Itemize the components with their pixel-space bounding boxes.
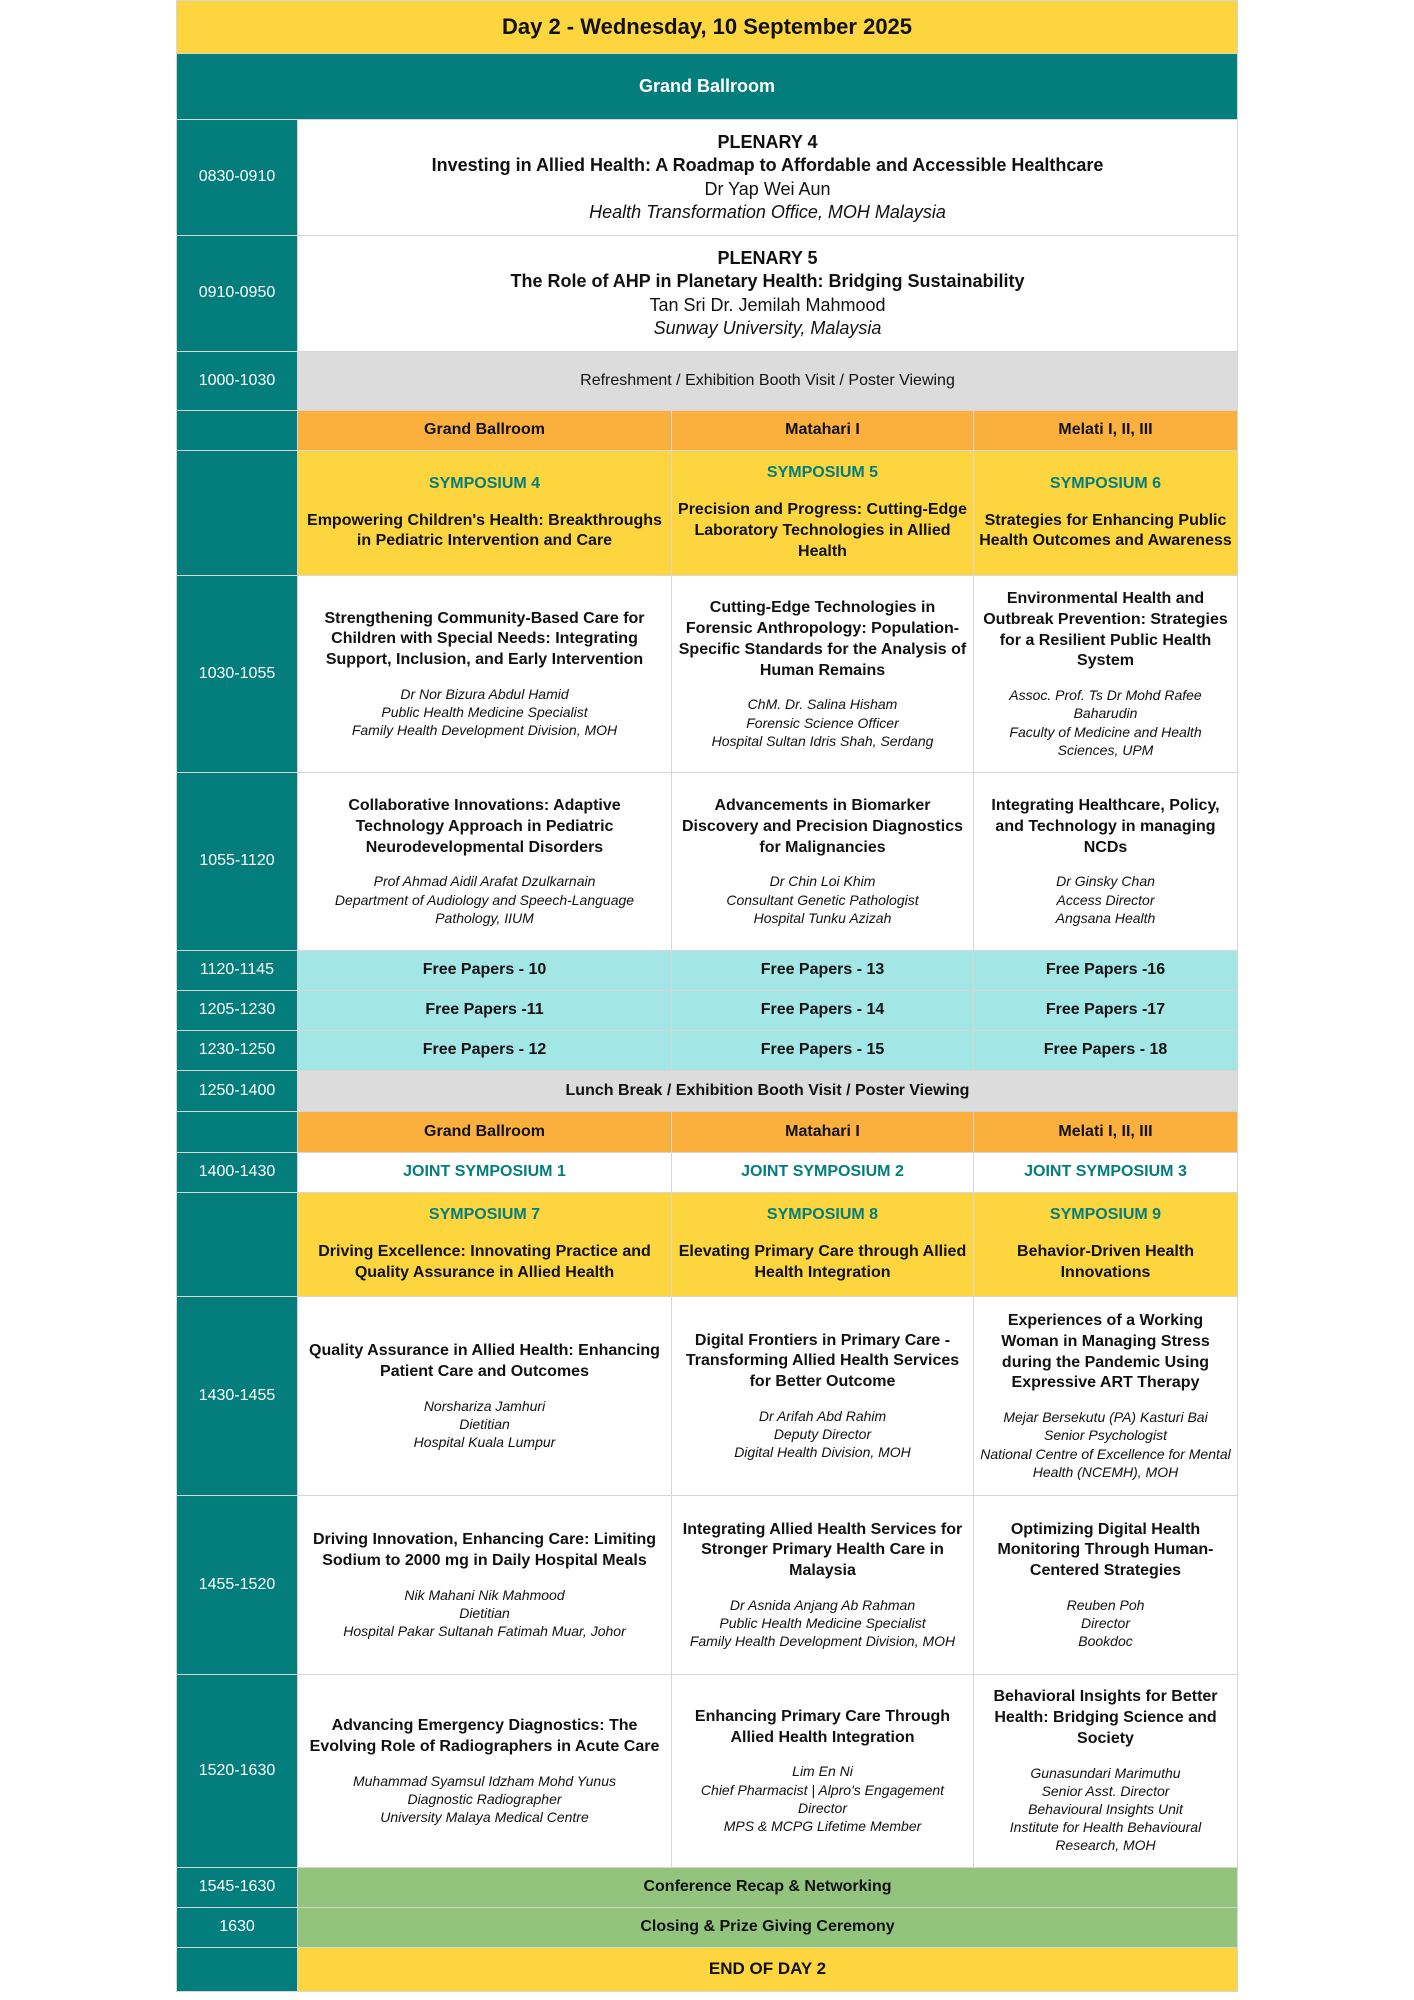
symposium-title: Behavior-Driven Health Innovations <box>1017 1243 1194 1281</box>
symposium-title: Empowering Children's Health: Breakthroughs in Pediatric Intervention and Care <box>307 511 662 550</box>
free-papers-cell: Free Papers - 18 <box>974 1031 1238 1071</box>
time-slot: 1250-1400 <box>177 1071 298 1112</box>
venue-row <box>177 411 1238 451</box>
time-slot: 1230-1250 <box>177 1031 298 1071</box>
talk-title: Environmental Health and Outbreak Prevention: Strategies for a Resilient Public Health System <box>983 590 1228 670</box>
talk-person: Reuben Poh Director Bookdoc <box>1066 1596 1145 1650</box>
time-slot: 1455-1520 <box>177 1496 298 1675</box>
talk-title: Enhancing Primary Care Through Allied Health Integration <box>694 1707 951 1746</box>
talk-cell <box>298 1297 672 1496</box>
free-papers-cell: Free Papers - 15 <box>672 1031 974 1071</box>
plenary-row <box>177 120 1238 236</box>
talk-cell <box>298 1496 672 1675</box>
time-slot-empty <box>177 411 298 451</box>
talk-title: Advancing Emergency Diagnostics: The Evolving Role of Radiographers in Acute Care <box>309 1716 660 1755</box>
talk-title: Quality Assurance in Allied Health: Enhancing Patient Care and Outcomes <box>309 1341 660 1380</box>
talk-title: Optimizing Digital Health Monitoring Through Human-Centered Strategies <box>997 1520 1214 1580</box>
talk-cell <box>974 1496 1238 1675</box>
plenary-row <box>177 236 1238 352</box>
talk-person: Dr Ginsky Chan Access Director Angsana Health <box>1055 873 1156 926</box>
talk-title: Strengthening Community-Based Care for Children with Special Needs: Integrating Support, Inclusion, and Early Intervention <box>324 609 645 669</box>
time-slot: 1205-1230 <box>177 991 298 1031</box>
symposium-cell <box>974 451 1238 576</box>
talk-person: Assoc. Prof. Ts Dr Mohd Rafee Baharudin Faculty of Medicine and Health Sciences, UPM <box>1009 687 1202 758</box>
time-slot: 0910-0950 <box>177 236 298 352</box>
schedule-table <box>176 0 1238 1992</box>
talk-cell <box>672 576 974 773</box>
closing-cell: Closing & Prize Giving Ceremony <box>298 1908 1238 1948</box>
symposium-label: SYMPOSIUM 4 <box>428 474 541 492</box>
free-papers-row <box>177 1031 1238 1071</box>
talk-person: Mejar Bersekutu (PA) Kasturi Bai Senior Psychologist National Centre of Excellence for Mental Health (NCEMH), MOH <box>980 1409 1231 1480</box>
plenary-title: Investing in Allied Health: A Roadmap to Affordable and Accessible Healthcare <box>431 155 1104 176</box>
symposium-title: Driving Excellence: Innovating Practice and Quality Assurance in Allied Health <box>318 1243 651 1281</box>
talk-cell <box>298 773 672 951</box>
venue-cell: Grand Ballroom <box>298 411 672 451</box>
talk-cell <box>298 576 672 773</box>
plenary-speaker: Tan Sri Dr. Jemilah Mahmood <box>649 294 886 315</box>
time-slot-empty <box>177 451 298 576</box>
talk-title: Experiences of a Working Woman in Managing Stress during the Pandemic Using Expressive ART Therapy <box>1001 1312 1210 1392</box>
symposium-title: Strategies for Enhancing Public Health Outcomes and Awareness <box>979 511 1232 550</box>
talk-cell <box>672 773 974 951</box>
symposium-title: Precision and Progress: Cutting-Edge Laboratory Technologies in Allied Health <box>678 501 967 560</box>
talk-person: Gunasundari Marimuthu Senior Asst. Director Behavioural Insights Unit Institute for Health Behavioural Research, MOH <box>1009 1764 1202 1854</box>
talk-title: Advancements in Biomarker Discovery and Precision Diagnostics for Malignancies <box>682 797 963 856</box>
symposium-label: SYMPOSIUM 6 <box>1049 474 1162 492</box>
venue-cell: Melati I, II, III <box>974 411 1238 451</box>
talk-person: ChM. Dr. Salina Hisham Forensic Science Officer Hospital Sultan Idris Shah, Serdang <box>711 696 934 749</box>
talk-cell <box>672 1297 974 1496</box>
talk-cell <box>974 773 1238 951</box>
lunch-cell: Lunch Break / Exhibition Booth Visit / Poster Viewing <box>298 1071 1238 1112</box>
session-row <box>177 773 1238 951</box>
venue-cell: Matahari I <box>672 1112 974 1153</box>
symposium-cell <box>974 1193 1238 1297</box>
break-cell: Refreshment / Exhibition Booth Visit / Poster Viewing <box>298 352 1238 411</box>
plenary-label: PLENARY 4 <box>717 131 818 152</box>
symposium-title: Elevating Primary Care through Allied Health Integration <box>678 1243 967 1281</box>
time-slot-empty <box>177 1112 298 1153</box>
symposium-label: SYMPOSIUM 8 <box>766 1206 879 1224</box>
talk-person: Nik Mahani Nik Mahmood Dietitian Hospital Pakar Sultanah Fatimah Muar, Johor <box>343 1586 626 1639</box>
talk-cell <box>974 1675 1238 1868</box>
talk-cell <box>298 1675 672 1868</box>
talk-person: Prof Ahmad Aidil Arafat Dzulkarnain Department of Audiology and Speech-Language Pathology, IIUM <box>334 873 635 926</box>
venue-cell: Melati I, II, III <box>974 1112 1238 1153</box>
talk-cell <box>974 576 1238 773</box>
plenary-cell <box>298 120 1238 236</box>
talk-person: Muhammad Syamsul Idzham Mohd Yunus Diagnostic Radiographer University Malaya Medical Centre <box>352 1772 616 1825</box>
time-slot: 1630 <box>177 1908 298 1948</box>
time-slot: 1120-1145 <box>177 951 298 991</box>
joint-symposium-cell: JOINT SYMPOSIUM 2 <box>672 1153 974 1193</box>
talk-person: Norshariza Jamhuri Dietitian Hospital Kuala Lumpur <box>413 1397 556 1450</box>
talk-person: Dr Arifah Abd Rahim Deputy Director Digital Health Division, MOH <box>734 1407 911 1461</box>
session-row <box>177 1297 1238 1496</box>
end-of-day: END OF DAY 2 <box>298 1948 1238 1992</box>
free-papers-row <box>177 951 1238 991</box>
day-title: Day 2 - Wednesday, 10 September 2025 <box>177 1 1238 54</box>
time-slot: 1055-1120 <box>177 773 298 951</box>
free-papers-row <box>177 991 1238 1031</box>
talk-person: Dr Chin Loi Khim Consultant Genetic Pathologist Hospital Tunku Azizah <box>726 873 919 926</box>
free-papers-cell: Free Papers - 14 <box>672 991 974 1031</box>
talk-title: Collaborative Innovations: Adaptive Technology Approach in Pediatric Neurodevelopmental Disorders <box>348 797 621 856</box>
time-slot: 1520-1630 <box>177 1675 298 1868</box>
time-slot: 1030-1055 <box>177 576 298 773</box>
talk-person: Lim En Ni Chief Pharmacist | Alpro's Engagement Director MPS & MCPG Lifetime Member <box>700 1763 945 1834</box>
talk-person: Dr Asnida Anjang Ab Rahman Public Health Medicine Specialist Family Health Development Division, MOH <box>689 1596 956 1650</box>
talk-title: Digital Frontiers in Primary Care - Transforming Allied Health Services for Better Outcome <box>685 1331 960 1391</box>
time-slot: 1545-1630 <box>177 1868 298 1908</box>
symposium-row <box>177 1193 1238 1297</box>
talk-title: Integrating Allied Health Services for Stronger Primary Health Care in Malaysia <box>682 1520 963 1580</box>
venue-cell: Grand Ballroom <box>298 1112 672 1153</box>
talk-title: Cutting-Edge Technologies in Forensic Anthropology: Population-Specific Standards for the Analysis of Human Remains <box>678 599 967 679</box>
venue-cell: Matahari I <box>672 411 974 451</box>
time-slot-empty <box>177 1193 298 1297</box>
talk-title: Integrating Healthcare, Policy, and Technology in managing NCDs <box>991 797 1220 856</box>
free-papers-cell: Free Papers - 13 <box>672 951 974 991</box>
symposium-row <box>177 451 1238 576</box>
symposium-label: SYMPOSIUM 9 <box>1049 1206 1162 1224</box>
talk-cell <box>974 1297 1238 1496</box>
plenary-affiliation: Health Transformation Office, MOH Malaysia <box>589 201 946 222</box>
time-slot-empty <box>177 1948 298 1992</box>
symposium-cell <box>672 451 974 576</box>
session-row <box>177 1675 1238 1868</box>
venue-row <box>177 1112 1238 1153</box>
talk-person: Dr Nor Bizura Abdul Hamid Public Health Medicine Specialist Family Health Development Division, MOH <box>351 685 618 739</box>
plenary-title: The Role of AHP in Planetary Health: Bridging Sustainability <box>510 271 1025 292</box>
symposium-label: SYMPOSIUM 5 <box>766 464 879 482</box>
plenary-cell <box>298 236 1238 352</box>
plenary-speaker: Dr Yap Wei Aun <box>704 178 831 199</box>
joint-symposium-row <box>177 1153 1238 1193</box>
time-slot: 1400-1430 <box>177 1153 298 1193</box>
talk-cell <box>672 1675 974 1868</box>
free-papers-cell: Free Papers -17 <box>974 991 1238 1031</box>
time-slot: 1000-1030 <box>177 352 298 411</box>
joint-symposium-cell: JOINT SYMPOSIUM 1 <box>298 1153 672 1193</box>
joint-symposium-cell: JOINT SYMPOSIUM 3 <box>974 1153 1238 1193</box>
symposium-label: SYMPOSIUM 7 <box>428 1206 541 1224</box>
time-slot: 0830-0910 <box>177 120 298 236</box>
session-row <box>177 576 1238 773</box>
recap-cell: Conference Recap & Networking <box>298 1868 1238 1908</box>
symposium-cell <box>298 1193 672 1297</box>
plenary-label: PLENARY 5 <box>717 247 818 268</box>
free-papers-cell: Free Papers - 12 <box>298 1031 672 1071</box>
talk-title: Behavioral Insights for Better Health: Bridging Science and Society <box>993 1688 1218 1747</box>
venue-header: Grand Ballroom <box>177 54 1238 120</box>
talk-cell <box>672 1496 974 1675</box>
free-papers-cell: Free Papers -11 <box>298 991 672 1031</box>
plenary-affiliation: Sunway University, Malaysia <box>653 317 882 338</box>
symposium-cell <box>672 1193 974 1297</box>
session-row <box>177 1496 1238 1675</box>
free-papers-cell: Free Papers -16 <box>974 951 1238 991</box>
symposium-cell <box>298 451 672 576</box>
talk-title: Driving Innovation, Enhancing Care: Limiting Sodium to 2000 mg in Daily Hospital Meals <box>312 1530 657 1569</box>
time-slot: 1430-1455 <box>177 1297 298 1496</box>
free-papers-cell: Free Papers - 10 <box>298 951 672 991</box>
